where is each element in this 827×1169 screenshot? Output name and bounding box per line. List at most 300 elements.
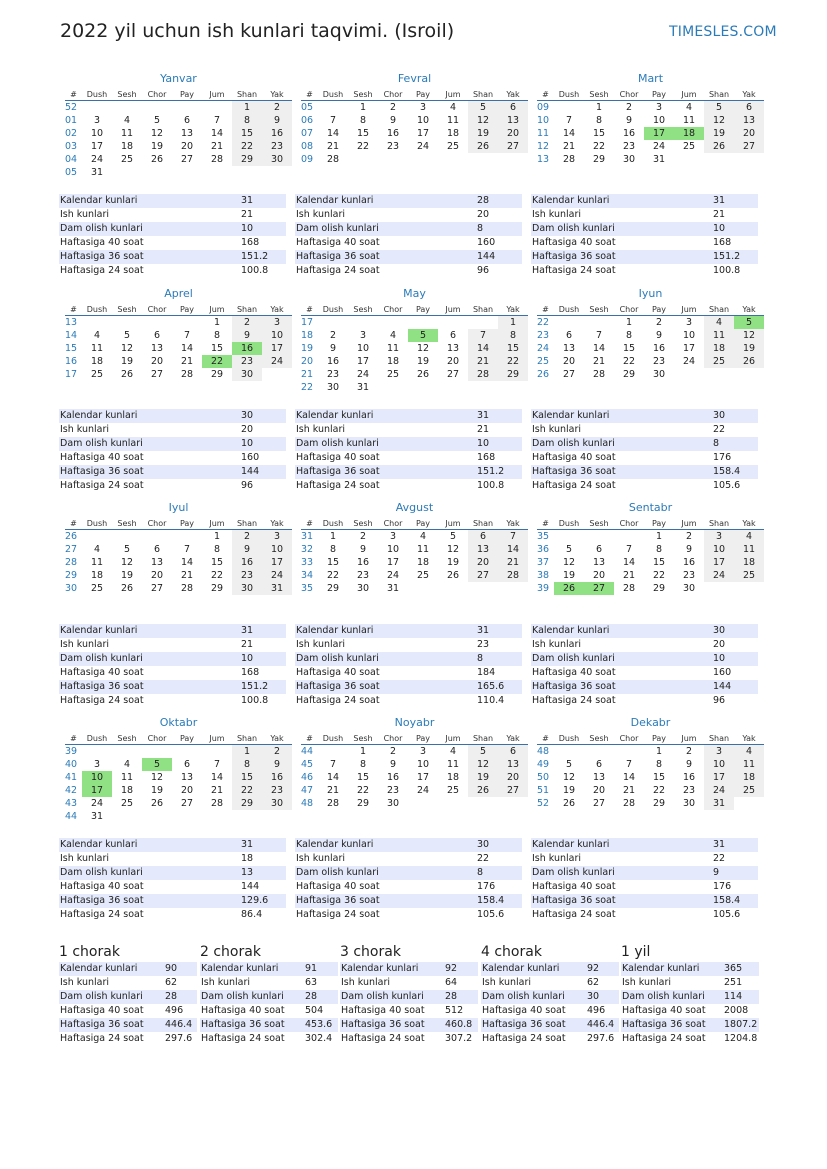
day-cell bbox=[142, 101, 172, 114]
day-cell: 14 bbox=[498, 543, 528, 556]
stat-row bbox=[295, 250, 522, 264]
weekday-header: Sesh bbox=[584, 88, 614, 101]
day-cell: 24 bbox=[416, 785, 430, 796]
stat-label: Haftasiga 36 soat bbox=[201, 1019, 285, 1030]
stat-label: Dam olish kunlari bbox=[622, 991, 705, 1002]
day-cell: 1 bbox=[655, 746, 663, 757]
day-cell: 28 bbox=[180, 583, 194, 594]
week-number: 47 bbox=[301, 785, 314, 796]
day-cell: 7 bbox=[468, 329, 498, 342]
day-cell: 19 bbox=[416, 356, 430, 367]
stat-value: 176 bbox=[477, 881, 496, 892]
day-cell: 3 bbox=[359, 330, 367, 341]
weekday-header: Dush bbox=[318, 732, 348, 745]
stat-row bbox=[531, 680, 758, 694]
stat-label: Kalendar kunlari bbox=[341, 963, 419, 974]
day-cell: 13 bbox=[592, 557, 606, 568]
weekday-header: Shan bbox=[468, 303, 498, 316]
day-cell: 25 bbox=[90, 369, 104, 380]
stat-label: Kalendar kunlari bbox=[532, 839, 610, 850]
day-cell: 11 bbox=[446, 759, 460, 770]
holiday-day-cell: 10 bbox=[82, 771, 112, 784]
day-cell: 25 bbox=[734, 784, 764, 797]
week-number: 17 bbox=[301, 317, 314, 328]
day-cell: 14 bbox=[622, 772, 636, 783]
stat-label: Haftasiga 40 soat bbox=[201, 1005, 285, 1016]
day-cell: 21 bbox=[326, 785, 340, 796]
weekday-header: Dush bbox=[554, 303, 584, 316]
day-cell: 2 bbox=[359, 531, 367, 542]
week-number: 23 bbox=[537, 330, 550, 341]
week-number: 31 bbox=[301, 531, 314, 542]
summary-stat-row bbox=[200, 976, 338, 990]
stat-value: 31 bbox=[477, 625, 490, 636]
day-cell: 11 bbox=[90, 557, 104, 568]
stat-value: 31 bbox=[241, 625, 254, 636]
day-cell: 4 bbox=[123, 759, 131, 770]
weekday-header: Chor bbox=[378, 88, 408, 101]
stat-value: 105.6 bbox=[477, 909, 505, 920]
day-cell: 13 bbox=[446, 343, 460, 354]
stat-value: 158.4 bbox=[713, 895, 741, 906]
day-cell: 7 bbox=[625, 544, 633, 555]
day-cell: 10 bbox=[652, 115, 666, 126]
month-sentabr bbox=[537, 499, 764, 595]
weekday-header: Jum bbox=[438, 88, 468, 101]
day-cell: 15 bbox=[592, 128, 606, 139]
weekday-header: Yak bbox=[498, 517, 528, 530]
week-number: 35 bbox=[537, 531, 550, 542]
day-cell: 19 bbox=[120, 570, 134, 581]
week-number: 29 bbox=[65, 570, 78, 581]
stat-label: Haftasiga 36 soat bbox=[482, 1019, 566, 1030]
stat-label: Haftasiga 24 soat bbox=[532, 909, 616, 920]
day-cell: 24 bbox=[262, 355, 292, 368]
day-cell: 25 bbox=[120, 798, 134, 809]
stat-row bbox=[59, 852, 286, 866]
stat-label: Dam olish kunlari bbox=[296, 438, 379, 449]
weekday-header: Dush bbox=[82, 732, 112, 745]
holiday-day-cell: 17 bbox=[82, 784, 112, 797]
week-number: 22 bbox=[537, 317, 550, 328]
day-cell: 1 bbox=[213, 531, 221, 542]
day-cell: 28 bbox=[326, 154, 340, 165]
stat-label: Dam olish kunlari bbox=[60, 867, 143, 878]
stat-row bbox=[531, 465, 758, 479]
stat-label: Ish kunlari bbox=[341, 977, 391, 988]
day-cell: 23 bbox=[386, 141, 400, 152]
summary-stat-row bbox=[200, 962, 338, 976]
day-cell: 8 bbox=[329, 544, 337, 555]
day-cell: 12 bbox=[150, 772, 164, 783]
month-grid bbox=[301, 303, 528, 394]
day-cell: 1 bbox=[359, 102, 367, 113]
day-cell: 1 bbox=[329, 531, 337, 542]
day-cell: 13 bbox=[150, 557, 164, 568]
week-number: 36 bbox=[537, 544, 550, 555]
stat-value: 160 bbox=[477, 237, 496, 248]
week-number: 05 bbox=[301, 102, 314, 113]
day-cell: 30 bbox=[262, 153, 292, 166]
day-cell: 13 bbox=[468, 543, 498, 556]
stat-row bbox=[531, 250, 758, 264]
day-cell bbox=[704, 368, 734, 381]
stat-value: 302.4 bbox=[305, 1033, 333, 1044]
day-cell: 11 bbox=[120, 128, 134, 139]
stat-row bbox=[295, 423, 522, 437]
weekday-header: Jum bbox=[438, 303, 468, 316]
day-cell: 24 bbox=[90, 154, 104, 165]
day-cell: 23 bbox=[326, 369, 340, 380]
day-cell bbox=[232, 166, 262, 179]
day-cell: 28 bbox=[622, 583, 636, 594]
day-cell: 8 bbox=[359, 115, 367, 126]
stat-label: Kalendar kunlari bbox=[60, 410, 138, 421]
day-cell: 31 bbox=[704, 797, 734, 810]
weekday-header: Pay bbox=[644, 517, 674, 530]
day-cell: 2 bbox=[685, 531, 693, 542]
day-cell: 20 bbox=[734, 127, 764, 140]
day-cell: 27 bbox=[180, 154, 194, 165]
day-cell: 6 bbox=[565, 330, 573, 341]
stat-value: 446.4 bbox=[587, 1019, 615, 1030]
weekday-header: Sesh bbox=[112, 732, 142, 745]
week-number: 49 bbox=[537, 759, 550, 770]
day-cell: 26 bbox=[446, 570, 460, 581]
day-cell: 2 bbox=[389, 746, 397, 757]
day-cell: 22 bbox=[652, 570, 666, 581]
stat-value: 460.8 bbox=[445, 1019, 473, 1030]
day-cell: 30 bbox=[356, 583, 370, 594]
week-number-header: # bbox=[65, 303, 82, 316]
day-cell: 14 bbox=[326, 128, 340, 139]
day-cell: 26 bbox=[468, 140, 498, 153]
day-cell: 6 bbox=[183, 115, 191, 126]
stat-row bbox=[59, 652, 286, 666]
day-cell: 16 bbox=[682, 557, 696, 568]
day-cell: 9 bbox=[625, 115, 633, 126]
stat-label: Kalendar kunlari bbox=[532, 195, 610, 206]
day-cell: 21 bbox=[622, 785, 636, 796]
stat-row bbox=[59, 479, 286, 493]
day-cell: 21 bbox=[498, 556, 528, 569]
weekday-header: Jum bbox=[202, 732, 232, 745]
stat-value: 151.2 bbox=[241, 251, 269, 262]
week-number-header: # bbox=[537, 88, 554, 101]
day-cell: 26 bbox=[734, 355, 764, 368]
summary-title: 1 chorak bbox=[59, 944, 120, 960]
week-number: 37 bbox=[537, 557, 550, 568]
day-cell: 7 bbox=[565, 115, 573, 126]
weekday-header: Sesh bbox=[348, 88, 378, 101]
day-cell: 22 bbox=[356, 785, 370, 796]
month-stats bbox=[59, 409, 286, 493]
stat-label: Ish kunlari bbox=[60, 639, 110, 650]
week-number: 52 bbox=[65, 102, 78, 113]
day-cell: 27 bbox=[468, 569, 498, 582]
month-name: Fevral bbox=[397, 72, 432, 85]
week-number: 43 bbox=[65, 798, 78, 809]
day-cell: 26 bbox=[562, 798, 576, 809]
stat-value: 22 bbox=[713, 853, 726, 864]
day-cell: 3 bbox=[704, 530, 734, 543]
stat-label: Haftasiga 36 soat bbox=[296, 681, 380, 692]
day-cell bbox=[468, 153, 498, 166]
weekday-header: Pay bbox=[408, 732, 438, 745]
month-aprel bbox=[65, 285, 292, 381]
day-cell bbox=[408, 797, 438, 810]
summary-stats bbox=[481, 962, 619, 1046]
stat-value: 129.6 bbox=[241, 895, 269, 906]
weekday-header: Dush bbox=[554, 88, 584, 101]
day-cell bbox=[734, 153, 764, 166]
weekday-header: Shan bbox=[232, 88, 262, 101]
day-cell: 8 bbox=[625, 330, 633, 341]
summary-stat-row bbox=[200, 990, 338, 1004]
stat-value: 168 bbox=[713, 237, 732, 248]
day-cell: 20 bbox=[592, 570, 606, 581]
day-cell: 12 bbox=[734, 329, 764, 342]
stat-value: 158.4 bbox=[477, 895, 505, 906]
month-name: Noyabr bbox=[394, 716, 435, 729]
week-number: 19 bbox=[301, 343, 314, 354]
week-number: 51 bbox=[537, 785, 550, 796]
summary-title: 3 chorak bbox=[340, 944, 401, 960]
stat-label: Haftasiga 40 soat bbox=[60, 881, 144, 892]
stat-value: 453.6 bbox=[305, 1019, 333, 1030]
day-cell: 17 bbox=[90, 141, 104, 152]
day-cell: 26 bbox=[150, 798, 164, 809]
day-cell: 27 bbox=[562, 369, 576, 380]
stat-label: Haftasiga 36 soat bbox=[60, 1019, 144, 1030]
day-cell: 16 bbox=[652, 343, 666, 354]
month-stats bbox=[295, 838, 522, 922]
day-cell bbox=[262, 368, 292, 381]
stat-label: Dam olish kunlari bbox=[532, 223, 615, 234]
stat-label: Haftasiga 24 soat bbox=[622, 1033, 706, 1044]
day-cell: 26 bbox=[150, 154, 164, 165]
stat-value: 105.6 bbox=[713, 480, 741, 491]
month-stats bbox=[59, 838, 286, 922]
week-number: 06 bbox=[301, 115, 314, 126]
week-number: 17 bbox=[65, 369, 78, 380]
day-cell: 12 bbox=[120, 557, 134, 568]
weekday-header: Sesh bbox=[584, 517, 614, 530]
day-cell: 31 bbox=[90, 167, 104, 178]
day-cell: 25 bbox=[90, 583, 104, 594]
stat-value: 496 bbox=[165, 1005, 184, 1016]
summary-stat-row bbox=[481, 1032, 619, 1046]
day-cell: 29 bbox=[210, 369, 224, 380]
day-cell: 20 bbox=[446, 356, 460, 367]
month-stats bbox=[295, 194, 522, 278]
day-cell: 22 bbox=[652, 785, 666, 796]
stat-label: Haftasiga 40 soat bbox=[60, 667, 144, 678]
day-cell bbox=[734, 368, 764, 381]
day-cell: 15 bbox=[652, 772, 666, 783]
day-cell: 21 bbox=[468, 355, 498, 368]
day-cell: 19 bbox=[120, 356, 134, 367]
week-number: 11 bbox=[537, 128, 550, 139]
stat-label: Ish kunlari bbox=[60, 209, 110, 220]
day-cell: 25 bbox=[704, 355, 734, 368]
weekday-header: Pay bbox=[644, 732, 674, 745]
day-cell: 30 bbox=[652, 369, 666, 380]
day-cell: 30 bbox=[262, 797, 292, 810]
day-cell bbox=[82, 745, 112, 758]
day-cell: 28 bbox=[468, 368, 498, 381]
day-cell: 27 bbox=[498, 784, 528, 797]
day-cell: 4 bbox=[704, 316, 734, 329]
day-cell: 14 bbox=[180, 557, 194, 568]
stat-row bbox=[59, 264, 286, 278]
stat-label: Haftasiga 24 soat bbox=[296, 909, 380, 920]
weekday-header: Chor bbox=[614, 88, 644, 101]
weekday-header: Pay bbox=[172, 88, 202, 101]
summary-stat-row bbox=[481, 962, 619, 976]
month-grid bbox=[65, 732, 292, 823]
week-number: 44 bbox=[301, 746, 314, 757]
stat-row bbox=[531, 479, 758, 493]
weekday-header: Jum bbox=[438, 517, 468, 530]
day-cell: 16 bbox=[232, 556, 262, 569]
stat-label: Dam olish kunlari bbox=[60, 653, 143, 664]
week-number-header: # bbox=[301, 303, 318, 316]
day-cell: 29 bbox=[652, 583, 666, 594]
day-cell: 12 bbox=[150, 128, 164, 139]
stat-value: 365 bbox=[724, 963, 743, 974]
holiday-day-cell: 22 bbox=[202, 355, 232, 368]
stat-row bbox=[59, 624, 286, 638]
stat-row bbox=[531, 194, 758, 208]
summary-stat-row bbox=[621, 962, 759, 976]
day-cell: 5 bbox=[565, 759, 573, 770]
day-cell: 13 bbox=[498, 758, 528, 771]
stat-label: Kalendar kunlari bbox=[296, 625, 374, 636]
day-cell: 18 bbox=[386, 356, 400, 367]
month-stats bbox=[59, 624, 286, 708]
day-cell: 10 bbox=[704, 543, 734, 556]
weekday-header: Jum bbox=[674, 517, 704, 530]
weekday-header: Chor bbox=[378, 732, 408, 745]
day-cell bbox=[498, 797, 528, 810]
stat-row bbox=[59, 236, 286, 250]
week-number: 14 bbox=[65, 330, 78, 341]
day-cell: 23 bbox=[682, 570, 696, 581]
day-cell bbox=[112, 101, 142, 114]
day-cell: 18 bbox=[416, 557, 430, 568]
stat-value: 504 bbox=[305, 1005, 324, 1016]
day-cell: 6 bbox=[449, 330, 457, 341]
day-cell: 9 bbox=[389, 759, 397, 770]
stat-label: Haftasiga 36 soat bbox=[60, 466, 144, 477]
stat-label: Haftasiga 40 soat bbox=[622, 1005, 706, 1016]
day-cell: 4 bbox=[93, 330, 101, 341]
day-cell bbox=[468, 316, 498, 329]
stat-value: 151.2 bbox=[477, 466, 505, 477]
weekday-header: Chor bbox=[614, 303, 644, 316]
day-cell: 26 bbox=[468, 784, 498, 797]
month-stats bbox=[531, 838, 758, 922]
day-cell: 19 bbox=[150, 141, 164, 152]
weekday-header: Dush bbox=[318, 517, 348, 530]
day-cell: 28 bbox=[592, 369, 606, 380]
week-number: 15 bbox=[65, 343, 78, 354]
weekday-header: Yak bbox=[262, 517, 292, 530]
day-cell bbox=[318, 316, 348, 329]
day-cell: 1 bbox=[232, 745, 262, 758]
day-cell: 20 bbox=[562, 356, 576, 367]
day-cell: 6 bbox=[153, 330, 161, 341]
day-cell bbox=[468, 797, 498, 810]
stat-value: 31 bbox=[241, 839, 254, 850]
day-cell: 31 bbox=[356, 382, 370, 393]
week-number-header: # bbox=[65, 732, 82, 745]
stat-value: 90 bbox=[165, 963, 178, 974]
week-number-header: # bbox=[301, 517, 318, 530]
day-cell bbox=[734, 582, 764, 595]
weekday-header: Pay bbox=[408, 517, 438, 530]
stat-row bbox=[59, 222, 286, 236]
week-number: 50 bbox=[537, 772, 550, 783]
day-cell bbox=[584, 745, 614, 758]
day-cell: 31 bbox=[652, 154, 666, 165]
day-cell: 19 bbox=[704, 127, 734, 140]
day-cell bbox=[112, 530, 142, 543]
stat-label: Kalendar kunlari bbox=[60, 195, 138, 206]
holiday-day-cell: 5 bbox=[734, 316, 764, 329]
stat-row bbox=[295, 236, 522, 250]
day-cell bbox=[378, 316, 408, 329]
day-cell: 1 bbox=[595, 102, 603, 113]
stat-row bbox=[59, 880, 286, 894]
stat-label: Kalendar kunlari bbox=[201, 963, 279, 974]
day-cell: 31 bbox=[386, 583, 400, 594]
stat-label: Haftasiga 24 soat bbox=[60, 1033, 144, 1044]
stat-value: 160 bbox=[241, 452, 260, 463]
stat-label: Ish kunlari bbox=[60, 853, 110, 864]
weekday-header: Sesh bbox=[348, 517, 378, 530]
week-number: 03 bbox=[65, 141, 78, 152]
brand-link[interactable]: TIMESLES.COM bbox=[669, 24, 777, 40]
weekday-header: Jum bbox=[202, 517, 232, 530]
day-cell: 20 bbox=[498, 771, 528, 784]
month-name: Iyun bbox=[638, 287, 663, 300]
month-grid bbox=[301, 88, 528, 166]
stat-row bbox=[295, 894, 522, 908]
day-cell: 25 bbox=[734, 569, 764, 582]
day-cell bbox=[584, 316, 614, 329]
stat-row bbox=[531, 624, 758, 638]
day-cell: 22 bbox=[356, 141, 370, 152]
day-cell: 16 bbox=[682, 772, 696, 783]
month-grid bbox=[301, 517, 528, 595]
stat-label: Haftasiga 40 soat bbox=[60, 452, 144, 463]
stat-label: Haftasiga 24 soat bbox=[60, 695, 144, 706]
day-cell: 8 bbox=[232, 114, 262, 127]
day-cell: 11 bbox=[386, 343, 400, 354]
summary-stat-row bbox=[621, 1018, 759, 1032]
stat-value: 9 bbox=[713, 867, 720, 878]
stat-label: Dam olish kunlari bbox=[532, 653, 615, 664]
stat-label: Haftasiga 36 soat bbox=[532, 895, 616, 906]
stat-label: Ish kunlari bbox=[296, 209, 346, 220]
day-cell: 18 bbox=[90, 356, 104, 367]
week-number: 26 bbox=[537, 369, 550, 380]
month-grid bbox=[537, 303, 764, 381]
month-iyul bbox=[65, 499, 292, 595]
month-avgust bbox=[301, 499, 528, 595]
